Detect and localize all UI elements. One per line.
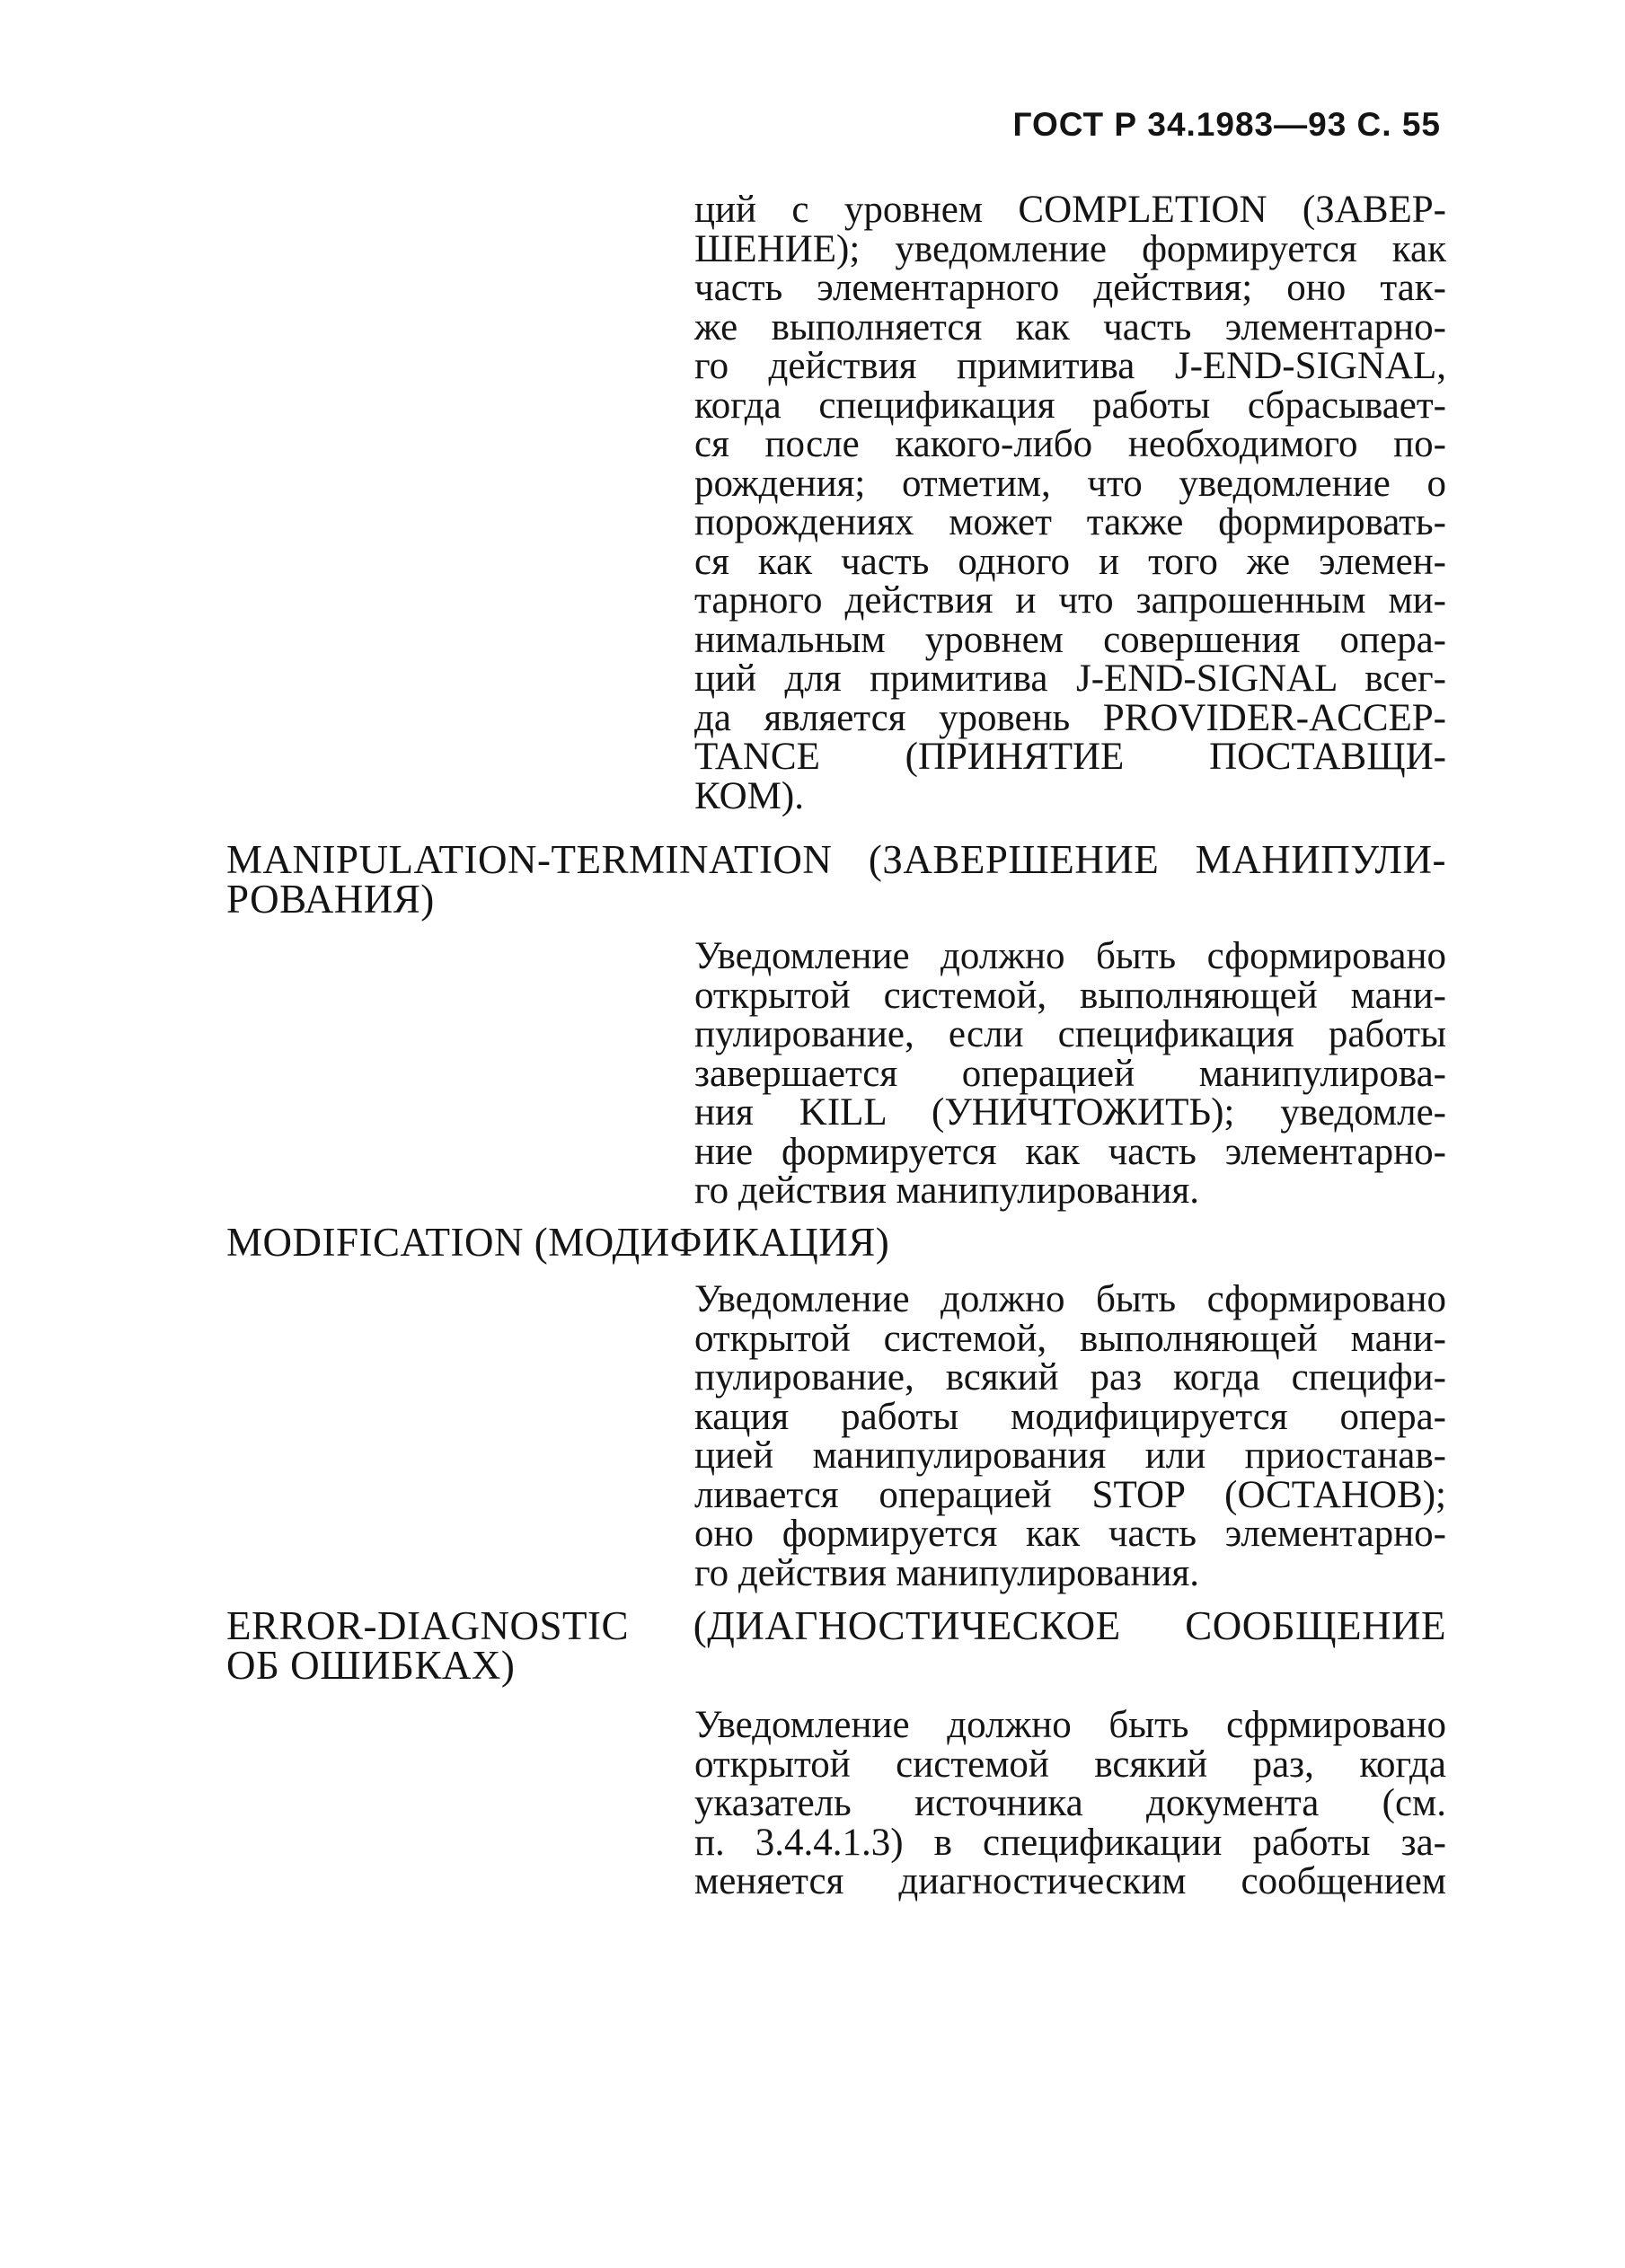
term-line: ERROR-DIAGNOSTIC (ДИАГНОСТИЧЕСКОЕ СООБЩЕНИЕ — [226, 1603, 1446, 1648]
text-line: ливается операцией STOP (ОСТАНОВ); — [694, 1473, 1446, 1516]
text-line: оно формируется как часть элементарно- — [694, 1513, 1446, 1555]
text-line: Уведомление должно быть сфрмировано — [694, 1704, 1446, 1746]
term-description-manipulation-termination — [694, 937, 1446, 1211]
term-line: ОБ ОШИБКАХ) — [226, 1642, 516, 1688]
text-line: Уведомление должно быть сформировано — [694, 1278, 1446, 1320]
text-line: рождения; отметим, что уведомление о — [694, 462, 1446, 505]
text-line: пулирование, всякий раз когда специфи- — [694, 1356, 1446, 1399]
text-line: когда спецификация работы сбрасывает- — [694, 384, 1446, 427]
text-line: открытой системой всякий раз, когда — [694, 1743, 1446, 1786]
text-line: да является уровень PROVIDER-ACCEP- — [694, 696, 1446, 739]
term-line: MODIFICATION (МОДИФИКАЦИЯ) — [226, 1220, 890, 1265]
term-heading-error-diagnostic — [226, 1603, 1446, 1688]
text-line: открытой системой, выполняющей мани- — [694, 974, 1446, 1017]
intro-paragraph — [694, 190, 1446, 816]
term-line: РОВАНИЯ) — [226, 876, 435, 922]
running-header: ГОСТ Р 34.1983—93 С. 55 — [1012, 106, 1441, 143]
text-line: же выполняется как часть элементарно- — [694, 305, 1446, 349]
text-line: ние формируется как часть элементарно- — [694, 1130, 1446, 1173]
text-line: Уведомление должно быть сформировано — [694, 935, 1446, 977]
text-line: ШЕНИЕ); уведомление формируется как — [694, 227, 1446, 270]
text-line: нимальным уровнем совершения опера- — [694, 618, 1446, 661]
text-line: ся как часть одного и того же элемен- — [694, 540, 1446, 583]
text-line: цией манипулирования или приостанав- — [694, 1434, 1446, 1477]
text-line: тарного действия и что запрошенным ми- — [694, 579, 1446, 622]
term-description-modification — [694, 1280, 1446, 1593]
text-line: КОМ). — [694, 774, 804, 817]
text-line: п. 3.4.4.1.3) в спецификации работы за- — [694, 1821, 1446, 1864]
text-line: ций с уровнем COMPLETION (ЗАВЕР- — [694, 189, 1446, 231]
text-line: TANCE (ПРИНЯТИЕ ПОСТАВЩИ- — [694, 736, 1446, 778]
text-line: пулирование, если спецификация работы — [694, 1013, 1446, 1055]
text-line: порождениях может также формировать- — [694, 501, 1446, 543]
text-line: го действия манипулирования. — [694, 1551, 1200, 1594]
text-line: кация работы модифицируется опера- — [694, 1395, 1446, 1438]
term-description-error-diagnostic — [694, 1706, 1446, 1902]
text-line: ся после какого-либо необходимого по- — [694, 423, 1446, 465]
text-line: ния KILL (УНИЧТОЖИТЬ); уведомле- — [694, 1091, 1446, 1134]
term-line: MANIPULATION-TERMINATION (ЗАВЕРШЕНИЕ МАНИПУЛИ- — [226, 837, 1446, 882]
text-line: завершается операцией манипулирова- — [694, 1052, 1446, 1095]
text-line: меняется диагностическим сообщением — [694, 1860, 1446, 1902]
text-line: ций для примитива J-END-SIGNAL всег- — [694, 657, 1446, 700]
text-line: часть элементарного действия; оно так- — [694, 267, 1446, 309]
term-heading-manipulation-termination — [226, 837, 1446, 922]
text-line: указатель источника документа (см. — [694, 1782, 1446, 1824]
term-heading-modification — [226, 1220, 1446, 1265]
text-line: го действия манипулирования. — [694, 1169, 1200, 1212]
text-line: го действия примитива J-END-SIGNAL, — [694, 345, 1446, 387]
text-line: открытой системой, выполняющей мани- — [694, 1317, 1446, 1360]
